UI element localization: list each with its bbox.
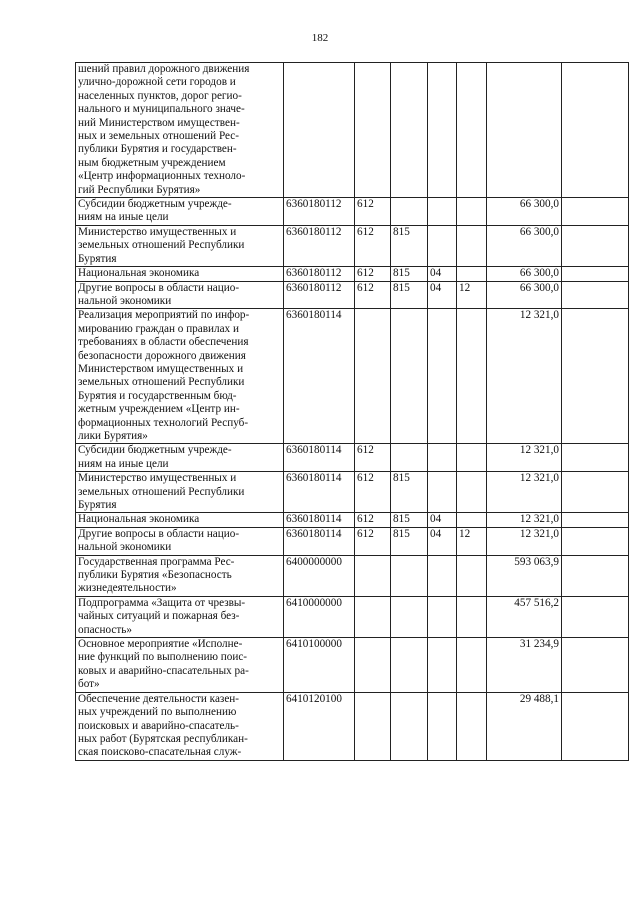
cell-subsection [457, 692, 487, 760]
cell-extra [562, 472, 629, 513]
cell-amount: 66 300,0 [487, 198, 562, 226]
cell-amount: 12 321,0 [487, 527, 562, 555]
cell-target-article: 6360180112 [284, 198, 355, 226]
cell-section: 04 [428, 267, 457, 281]
cell-administrator [391, 63, 428, 198]
cell-extra [562, 638, 629, 693]
cell-expense-type: 612 [355, 225, 391, 266]
cell-administrator [391, 638, 428, 693]
cell-name: Другие вопросы в области нацио- нальной экономики [76, 281, 284, 309]
cell-name: Министерство имущественных и земельных отношений Республики Бурятия [76, 225, 284, 266]
cell-target-article: 6360180112 [284, 225, 355, 266]
table-row [76, 596, 629, 637]
cell-target-article: 6360180114 [284, 513, 355, 527]
table-row [76, 513, 629, 527]
cell-target-article: 6360180114 [284, 309, 355, 444]
cell-subsection [457, 267, 487, 281]
cell-subsection [457, 198, 487, 226]
cell-administrator [391, 692, 428, 760]
cell-target-article: 6400000000 [284, 555, 355, 596]
cell-target-article: 6360180112 [284, 281, 355, 309]
cell-subsection: 12 [457, 527, 487, 555]
cell-extra [562, 309, 629, 444]
cell-extra [562, 527, 629, 555]
cell-expense-type: 612 [355, 472, 391, 513]
cell-expense-type [355, 596, 391, 637]
table-row [76, 63, 629, 198]
cell-expense-type [355, 555, 391, 596]
cell-expense-type [355, 63, 391, 198]
cell-administrator: 815 [391, 472, 428, 513]
cell-section [428, 444, 457, 472]
cell-subsection [457, 555, 487, 596]
cell-administrator [391, 198, 428, 226]
cell-administrator: 815 [391, 281, 428, 309]
cell-section [428, 638, 457, 693]
cell-expense-type: 612 [355, 513, 391, 527]
cell-target-article: 6410100000 [284, 638, 355, 693]
cell-extra [562, 555, 629, 596]
cell-amount: 31 234,9 [487, 638, 562, 693]
cell-subsection [457, 225, 487, 266]
table-row [76, 692, 629, 760]
cell-amount: 12 321,0 [487, 513, 562, 527]
cell-administrator [391, 444, 428, 472]
cell-expense-type: 612 [355, 281, 391, 309]
cell-name: Субсидии бюджетным учрежде- ниям на иные цели [76, 444, 284, 472]
cell-target-article: 6360180114 [284, 472, 355, 513]
table-row [76, 638, 629, 693]
cell-subsection [457, 472, 487, 513]
cell-amount: 66 300,0 [487, 281, 562, 309]
cell-name: Государственная программа Рес- публики Бурятия «Безопасность жизнедеятельности» [76, 555, 284, 596]
cell-expense-type: 612 [355, 527, 391, 555]
cell-section [428, 198, 457, 226]
cell-subsection [457, 638, 487, 693]
cell-name: Подпрограмма «Защита от чрезвы- чайных ситуаций и пожарная без- опасность» [76, 596, 284, 637]
cell-section [428, 692, 457, 760]
cell-amount: 66 300,0 [487, 267, 562, 281]
cell-section [428, 63, 457, 198]
table-row [76, 225, 629, 266]
cell-name: шений правил дорожного движения улично-дорожной сети городов и населенных пунктов, дорог регио- нального и муниципального значе- ний Министерством имуществен- ных и земельных отношений Рес- публики Бурятия и государствен- ным бюджетным учреждением «Центр информационных техноло- гий Республики Бурятия» [76, 63, 284, 198]
cell-administrator [391, 555, 428, 596]
page-number: 182 [311, 32, 329, 44]
cell-target-article [284, 63, 355, 198]
cell-administrator: 815 [391, 513, 428, 527]
cell-subsection [457, 444, 487, 472]
cell-amount: 12 321,0 [487, 472, 562, 513]
cell-name: Другие вопросы в области нацио- нальной экономики [76, 527, 284, 555]
cell-name: Основное мероприятие «Исполне- ние функций по выполнению поис- ковых и аварийно-спасательных ра- бот» [76, 638, 284, 693]
cell-target-article: 6360180114 [284, 527, 355, 555]
cell-section [428, 472, 457, 513]
table-row [76, 472, 629, 513]
cell-target-article: 6410120100 [284, 692, 355, 760]
cell-subsection: 12 [457, 281, 487, 309]
cell-extra [562, 225, 629, 266]
cell-extra [562, 513, 629, 527]
cell-subsection [457, 63, 487, 198]
cell-name: Национальная экономика [76, 513, 284, 527]
cell-amount: 66 300,0 [487, 225, 562, 266]
cell-extra [562, 267, 629, 281]
cell-section: 04 [428, 527, 457, 555]
budget-table [75, 62, 629, 761]
cell-expense-type: 612 [355, 444, 391, 472]
table-row [76, 527, 629, 555]
cell-expense-type [355, 638, 391, 693]
cell-extra [562, 281, 629, 309]
cell-amount: 12 321,0 [487, 444, 562, 472]
cell-name: Обеспечение деятельности казен- ных учреждений по выполнению поисковых и аварийно-спасатель- ных работ (Бурятская республикан- ская поисково-спасательная служ- [76, 692, 284, 760]
cell-target-article: 6410000000 [284, 596, 355, 637]
cell-expense-type [355, 692, 391, 760]
cell-expense-type [355, 309, 391, 444]
cell-expense-type: 612 [355, 267, 391, 281]
cell-administrator: 815 [391, 527, 428, 555]
cell-subsection [457, 309, 487, 444]
cell-extra [562, 63, 629, 198]
table-row [76, 198, 629, 226]
cell-extra [562, 692, 629, 760]
cell-extra [562, 596, 629, 637]
cell-name: Национальная экономика [76, 267, 284, 281]
table-row [76, 444, 629, 472]
table-row [76, 267, 629, 281]
cell-name: Министерство имущественных и земельных отношений Республики Бурятия [76, 472, 284, 513]
table-row [76, 309, 629, 444]
cell-target-article: 6360180112 [284, 267, 355, 281]
table-row [76, 555, 629, 596]
cell-section: 04 [428, 281, 457, 309]
cell-extra [562, 444, 629, 472]
cell-administrator [391, 309, 428, 444]
cell-administrator: 815 [391, 225, 428, 266]
table-row [76, 281, 629, 309]
cell-amount: 12 321,0 [487, 309, 562, 444]
cell-target-article: 6360180114 [284, 444, 355, 472]
cell-subsection [457, 596, 487, 637]
cell-subsection [457, 513, 487, 527]
cell-section [428, 225, 457, 266]
cell-administrator: 815 [391, 267, 428, 281]
cell-section [428, 596, 457, 637]
cell-amount: 457 516,2 [487, 596, 562, 637]
cell-amount [487, 63, 562, 198]
cell-section [428, 309, 457, 444]
cell-amount: 593 063,9 [487, 555, 562, 596]
cell-name: Субсидии бюджетным учрежде- ниям на иные цели [76, 198, 284, 226]
cell-amount: 29 488,1 [487, 692, 562, 760]
cell-administrator [391, 596, 428, 637]
cell-section [428, 555, 457, 596]
cell-section: 04 [428, 513, 457, 527]
table-body [76, 63, 629, 761]
cell-expense-type: 612 [355, 198, 391, 226]
cell-extra [562, 198, 629, 226]
cell-name: Реализация мероприятий по инфор- мированию граждан о правилах и требованиях в области обеспечения безопасности дорожного движения Министерством имущественных и земельных отношений Республики Бурятия и государственным бюд- жетным учреждением «Центр ин- формационных технологий Респуб- лики Бурятия» [76, 309, 284, 444]
